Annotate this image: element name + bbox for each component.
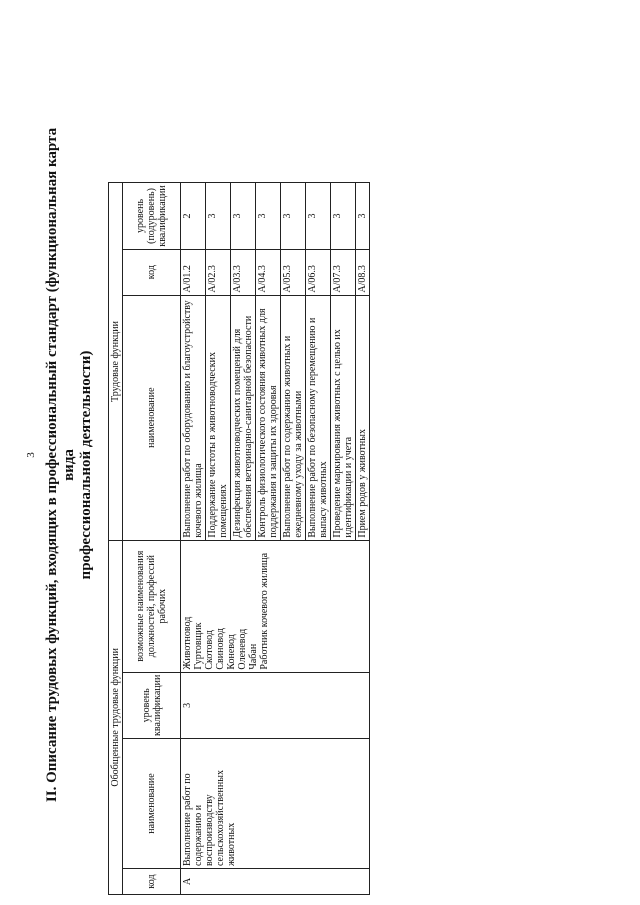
generalized-level: 3 (181, 672, 370, 738)
function-name: Контроль физиологического состояния животных для поддержания и защиты их здоровья (256, 295, 281, 540)
function-code: A/05.3 (281, 249, 306, 295)
function-level: 3 (331, 183, 356, 249)
labor-header: Трудовые функции (109, 183, 123, 540)
function-name: Дезинфекция животноводческих помещений для обеспечения ветеринарно-санитарной безопасности (231, 295, 256, 540)
generalized-header: Обобщенные трудовые функции (109, 540, 123, 894)
function-code: A/04.3 (256, 249, 281, 295)
profession-item: Работник кочевого жилища (259, 552, 270, 670)
section-heading (44, 115, 95, 815)
col-flevel-header: уровень (подуровень) квалификации (123, 183, 181, 249)
function-level: 3 (256, 183, 281, 249)
function-name: Прием родов у животных (356, 295, 370, 540)
profession-item: Скотовод (204, 630, 215, 670)
group-header-row (109, 183, 123, 895)
profession-item: Чабан (248, 643, 259, 670)
heading-line-2: профессиональной деятельности) (78, 350, 94, 580)
col-name-header: наименование (123, 739, 181, 869)
function-level: 3 (356, 183, 370, 249)
function-code: A/06.3 (306, 249, 331, 295)
col-fname-header: наименование (123, 295, 181, 540)
function-level: 3 (206, 183, 231, 249)
column-header-row (123, 183, 181, 895)
functions-table (108, 182, 370, 895)
heading-line-1: II. Описание трудовых функций, входящих в профессиональный стандарт (функциональная карта вида (44, 127, 77, 803)
profession-item: Животновод (182, 616, 193, 670)
professions-list (181, 540, 370, 672)
function-code: A/02.3 (206, 249, 231, 295)
function-code: A/03.3 (231, 249, 256, 295)
function-name: Выполнение работ по оборудованию и благоустройству кочевого жилища (181, 295, 206, 540)
page-number: 3 (24, 452, 37, 458)
function-code: A/01.2 (181, 249, 206, 295)
col-professions-header: возможные наименования должностей, профессий рабочих (123, 540, 181, 672)
function-name: Выполнение работ по содержанию животных и ежедневному уходу за животными (281, 295, 306, 540)
function-level: 3 (281, 183, 306, 249)
function-name: Выполнение работ по безопасному перемещению и выпасу животных (306, 295, 331, 540)
profession-item: Свиновод (215, 628, 226, 670)
profession-item: Гуртовщик (193, 622, 204, 670)
table-row (181, 183, 206, 895)
col-level-header: уровень квалификации (123, 672, 181, 738)
profession-item: Коневод (226, 634, 237, 670)
profession-item: Оленевод (237, 628, 248, 670)
function-name: Проведение маркирования животных с целью их идентификации и учета (331, 295, 356, 540)
function-code: A/07.3 (331, 249, 356, 295)
function-level: 3 (231, 183, 256, 249)
generalized-name: Выполнение работ по содержанию и воспроизводству сельскохозяйственных животных (181, 739, 370, 869)
col-fcode-header: код (123, 249, 181, 295)
function-name: Поддержание чистоты в животноводческих помещениях (206, 295, 231, 540)
col-code-header: код (123, 869, 181, 895)
generalized-code: А (181, 869, 370, 895)
function-level: 3 (306, 183, 331, 249)
function-level: 2 (181, 183, 206, 249)
function-code: A/08.3 (356, 249, 370, 295)
